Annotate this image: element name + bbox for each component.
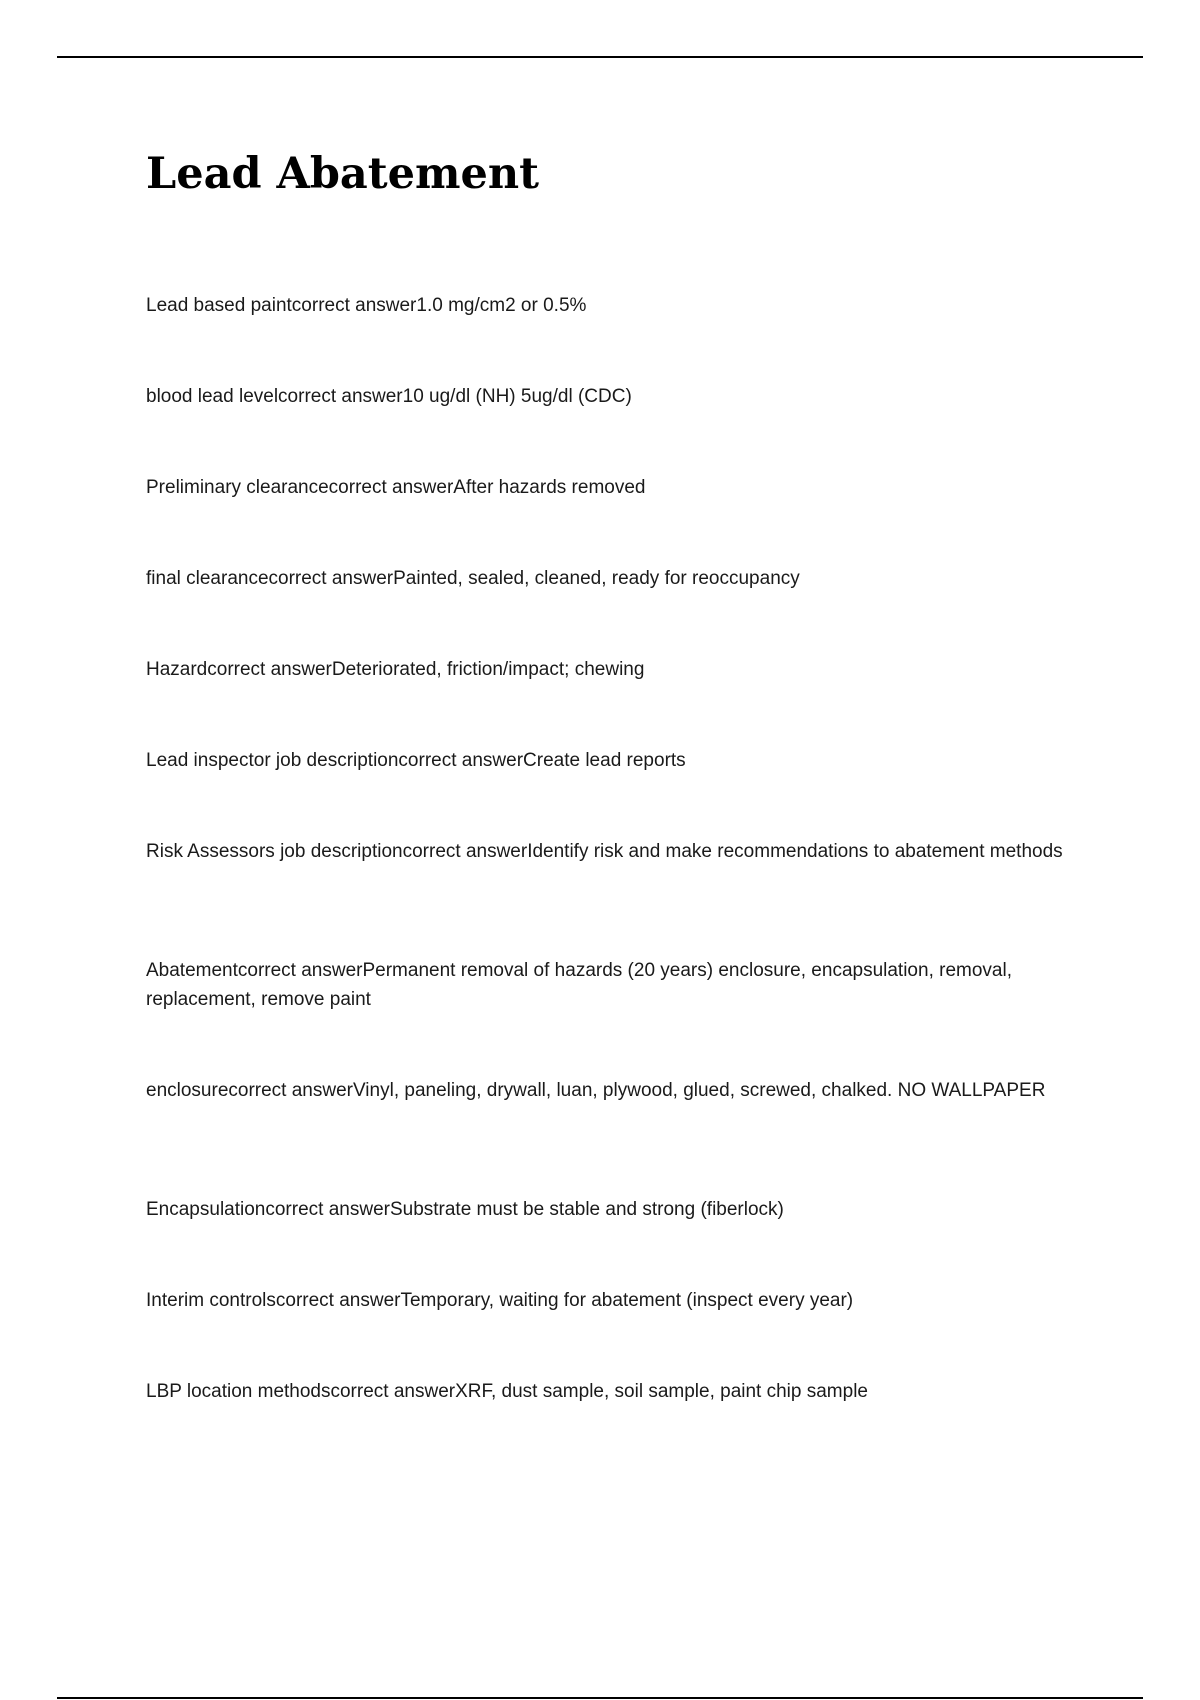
flashcard-text: Encapsulationcorrect answerSubstrate must be stable and strong (fiberlock) (146, 1199, 784, 1220)
flashcard-text: Interim controlscorrect answerTemporary, waiting for abatement (inspect every year) (146, 1290, 854, 1311)
bottom-rule (57, 1697, 1143, 1699)
flashcard-text: Preliminary clearancecorrect answerAfter hazards removed (146, 477, 646, 498)
flashcard-text: final clearancecorrect answerPainted, sealed, cleaned, ready for reoccupancy (146, 568, 800, 589)
document-title: Lead Abatement (146, 149, 539, 199)
flashcard-text: Hazardcorrect answerDeteriorated, friction/impact; chewing (146, 659, 645, 680)
flashcard-text: enclosurecorrect answerVinyl, paneling, drywall, luan, plywood, glued, screwed, chalked. NO WALLPAPER (146, 1080, 1046, 1101)
flashcard-text: Abatementcorrect answerPermanent removal of hazards (20 years) enclosure, encapsulation, removal, replacement, remove paint (146, 960, 1012, 1010)
top-rule (57, 56, 1143, 58)
flashcard-text: Risk Assessors job descriptioncorrect answerIdentify risk and make recommendations to abatement methods (146, 841, 1063, 862)
flashcard-text: LBP location methodscorrect answerXRF, dust sample, soil sample, paint chip sample (146, 1381, 868, 1402)
flashcard-text: Lead based paintcorrect answer1.0 mg/cm2 or 0.5% (146, 295, 587, 316)
flashcard-text: Lead inspector job descriptioncorrect answerCreate lead reports (146, 750, 686, 771)
flashcard-text: blood lead levelcorrect answer10 ug/dl (NH) 5ug/dl (CDC) (146, 386, 632, 407)
